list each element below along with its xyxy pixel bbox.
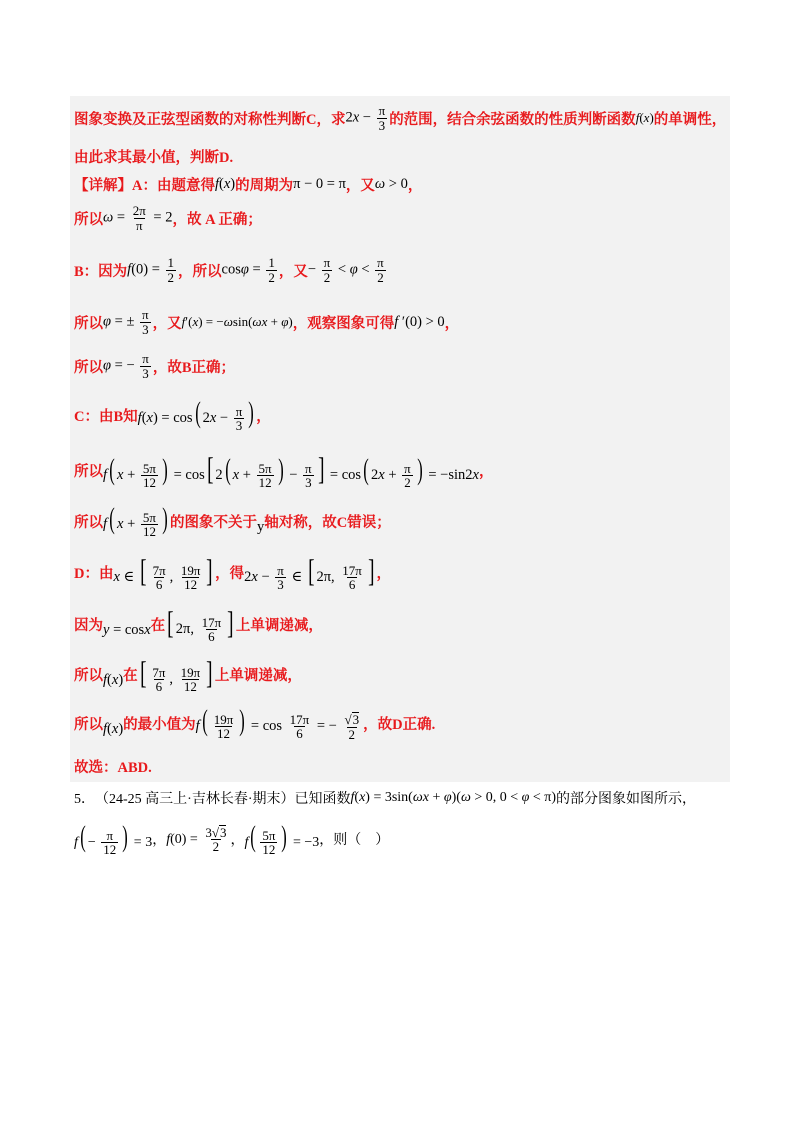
solution-line-13: 所以 f(x) 在 [ $\frac{7\pi}{6}$ , $\frac{19\pi}{12}$ ] 上单调递减， <box>74 654 302 695</box>
solution-line-15: 故选：ABD. <box>74 760 152 776</box>
question-number: 5． <box>74 792 95 807</box>
solution-line-11: D：由 x ∈ [ $\frac{7\pi}{6}$ , $\frac{19\pi}{12}$ ] ，得 2x − $\frac{\pi}{3}$ ∈ [ 2π, $\frac{17\pi}{6}$ ] ， <box>74 552 392 593</box>
math-expr: f(x) <box>635 110 654 126</box>
solution-line-7: 所以 φ = − $\frac{\pi}{3}$ ，故B正确； <box>74 351 236 381</box>
solution-line-8: C：由B知 f(x) = cos( 2x − $\frac{\pi}{3}$ ) ， <box>74 396 271 434</box>
solution-line-3: 【详解】A：由题意得 f(x) 的周期为 π − 0 = π ，又 ω > 0 ， <box>74 176 423 194</box>
question-source: （24-25 高三上·吉林长春·期末）已知函数 <box>95 792 351 807</box>
solution-line-10: 所以 f( x + $\frac{5\pi}{12}$ ) 的图象不关于 y 轴对称，故C错误； <box>74 502 391 540</box>
solution-line-5: B：因为 f(0) = $\frac{1}{2}$ ，所以 cosφ = $\frac{1}{2}$ ，又 − $\frac{\pi}{2}$ < φ < $\frac{\pi}{2}$ <box>74 255 384 285</box>
solution-line-4: 所以 ω = $\frac{2\pi}{\pi}$ = 2 ，故 A 正确； <box>74 203 262 233</box>
solution-line-14: 所以 f(x) 的最小值为 f( $\frac{19\pi}{12}$ ) = cos $\frac{17\pi}{6}$ = − $\frac{√3}{2}$ ，故D正确. <box>74 704 436 742</box>
question-5-line-1: 5． （24-25 高三上·吉林长春·期末）已知函数 f(x) = 3sin(ωx + φ)(ω > 0, 0 < φ < π) 的部分图象如图所示， <box>74 790 697 807</box>
solution-line-6: 所以 φ = ± $\frac{\pi}{3}$ ，又 f′(x) = −ωsin(ωx + φ) ，观察图象可得 f ′(0) > 0 ， <box>74 307 460 337</box>
question-5-line-2: f( − $\frac{\pi}{12}$ ) = 3 ， f(0) = $\frac{3√3}{2}$ ， f( $\frac{5\pi}{12}$ ) = −3 ，则（ ） <box>74 820 390 858</box>
solution-line-2: 由此求其最小值，判断D. <box>74 150 234 166</box>
solution-line-9: 所以 f( x + $\frac{5\pi}{12}$ ) = cos[ 2( x + $\frac{5\pi}{12}$ ) − $\frac{\pi}{3}$ ] = cos( 2x + $\frac{\pi}{2}$ ) = −sin2x ， <box>74 450 494 491</box>
solution-line-12: 因为 y = cosx 在 [ 2π, $\frac{17\pi}{6}$ ] 上单调递减， <box>74 604 323 645</box>
math-expr: 2x − $\frac{\pi}{3}$ <box>345 103 386 133</box>
solution-line-1: 图象变换及正弦型函数的对称性判断C，求 2x − $\frac{\pi}{3}$ 的范围，结合余弦函数的性质判断函数 f(x) 的单调性， <box>74 103 727 133</box>
